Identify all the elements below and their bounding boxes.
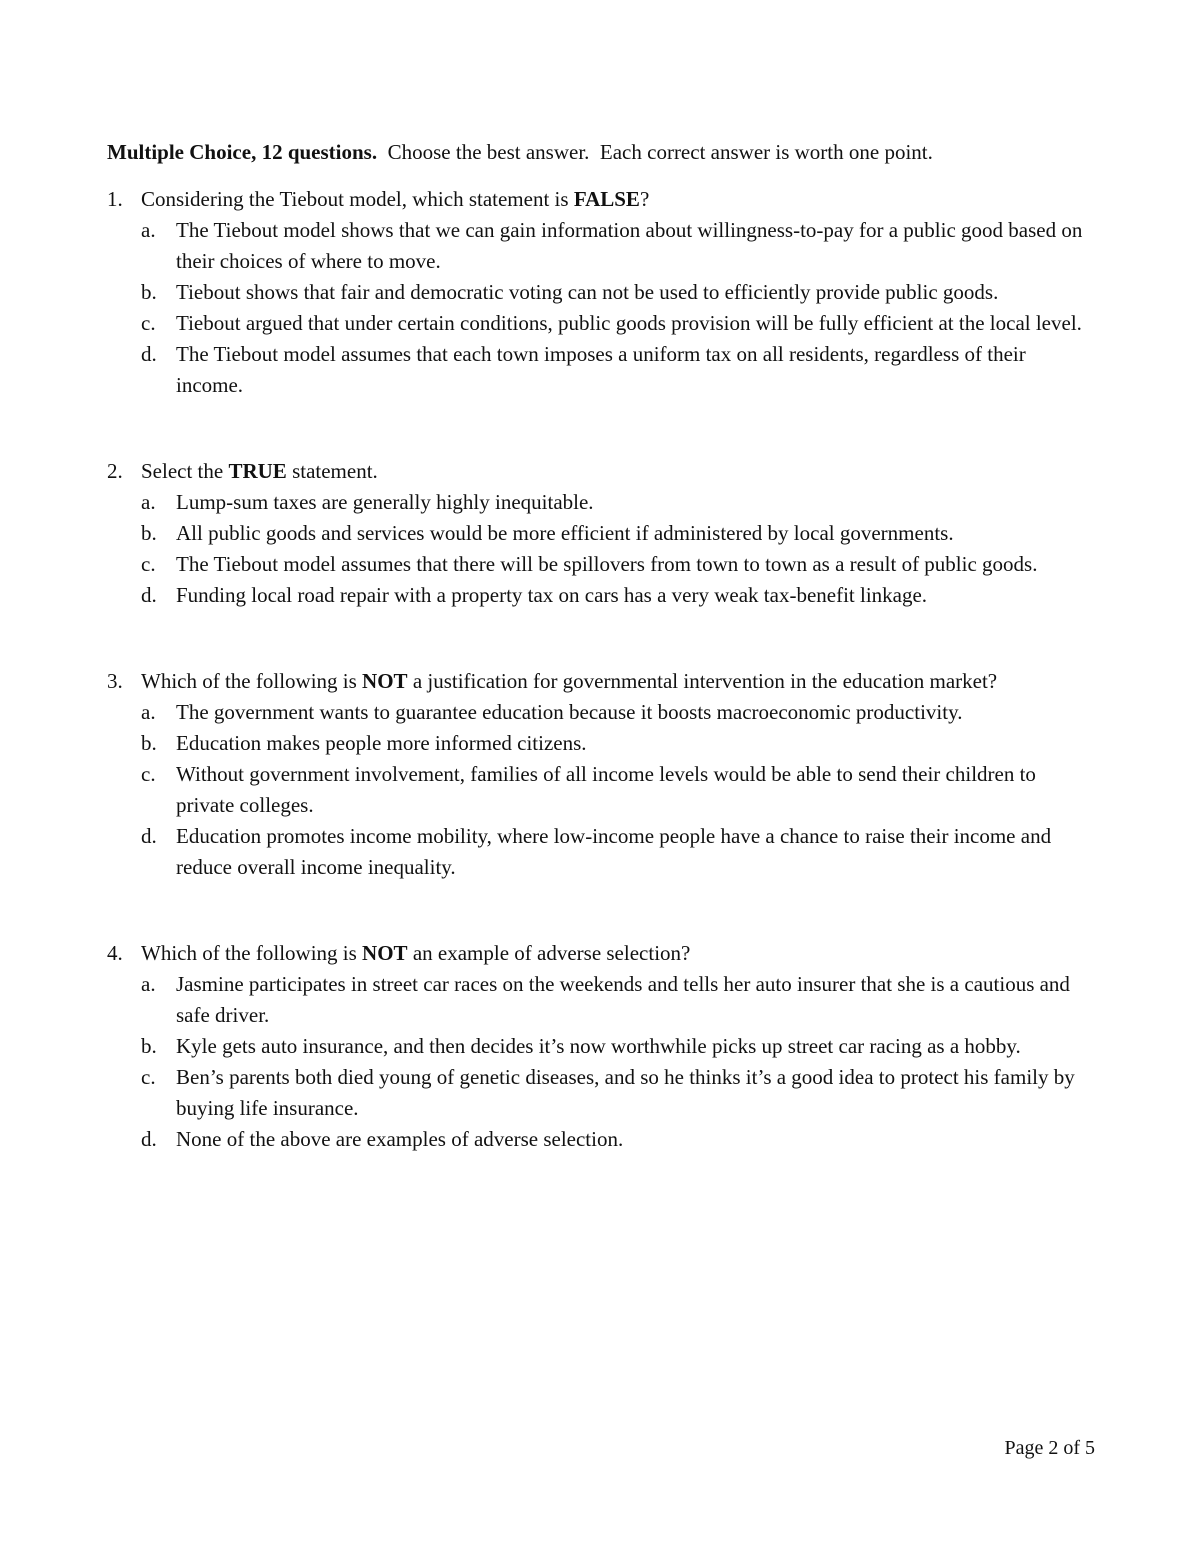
question-number: 1.: [107, 187, 123, 211]
stem-text: ?: [639, 187, 650, 211]
question-stem: [141, 666, 1097, 697]
option-c: [141, 759, 1097, 821]
option-letter: c.: [141, 762, 156, 786]
question-4: [107, 938, 1097, 1155]
stem-text: Select the: [141, 459, 229, 483]
stem-emphasis: FALSE: [573, 187, 640, 211]
stem-text: an example of adverse selection?: [407, 941, 691, 965]
question-number: 2.: [107, 459, 123, 483]
option-text: The Tiebout model assumes that each town imposes a uniform tax on all residents, regardless of their income.: [176, 342, 1026, 397]
option-a: [141, 969, 1097, 1031]
option-b: [141, 277, 1097, 308]
stem-emphasis: NOT: [362, 941, 408, 965]
answer-options: [141, 215, 1097, 401]
option-letter: d.: [141, 1127, 157, 1151]
stem-text: statement.: [286, 459, 378, 483]
option-letter: d.: [141, 342, 157, 366]
option-text: Education makes people more informed citizens.: [176, 731, 587, 755]
option-text: Jasmine participates in street car races on the weekends and tells her auto insurer that she is a cautious and safe driver.: [176, 972, 1070, 1027]
option-a: [141, 697, 1097, 728]
option-text: Funding local road repair with a property tax on cars has a very weak tax-benefit linkage.: [176, 583, 928, 607]
option-text: Tiebout shows that fair and democratic voting can not be used to efficiently provide public goods.: [176, 280, 999, 304]
stem-emphasis: NOT: [362, 669, 408, 693]
option-text: Lump-sum taxes are generally highly inequitable.: [176, 490, 594, 514]
document-page: [107, 137, 1097, 1210]
option-letter: b.: [141, 1034, 157, 1058]
option-c: [141, 1062, 1097, 1124]
answer-options: [141, 697, 1097, 883]
stem-text: Which of the following is: [141, 941, 363, 965]
option-text: The Tiebout model shows that we can gain information about willingness-to-pay for a public good based on their choices of where to move.: [176, 218, 1083, 273]
question-number: 4.: [107, 941, 123, 965]
page-number: Page 2 of 5: [1004, 1437, 1095, 1459]
answer-options: [141, 969, 1097, 1155]
option-text: Without government involvement, families of all income levels would be able to send their children to private colleges.: [176, 762, 1036, 817]
instructions: [107, 137, 1097, 168]
option-text: Tiebout argued that under certain conditions, public goods provision will be fully efficient at the local level.: [176, 311, 1082, 335]
instructions-heading: Multiple Choice, 12 questions.: [107, 140, 378, 164]
stem-text: Which of the following is: [141, 669, 363, 693]
option-letter: b.: [141, 280, 157, 304]
option-letter: c.: [141, 552, 156, 576]
option-letter: d.: [141, 824, 157, 848]
stem-emphasis: TRUE: [228, 459, 287, 483]
stem-text: a justification for governmental intervention in the education market?: [407, 669, 998, 693]
option-d: [141, 1124, 1097, 1155]
question-3: [107, 666, 1097, 883]
option-a: [141, 487, 1097, 518]
option-text: All public goods and services would be more efficient if administered by local governments.: [176, 521, 954, 545]
option-text: The government wants to guarantee education because it boosts macroeconomic productivity.: [176, 700, 963, 724]
option-b: [141, 728, 1097, 759]
instructions-text: Choose the best answer. Each correct answer is worth one point.: [377, 140, 933, 164]
question-1: [107, 184, 1097, 401]
option-text: None of the above are examples of adverse selection.: [176, 1127, 624, 1151]
option-d: [141, 339, 1097, 401]
option-c: [141, 308, 1097, 339]
option-d: [141, 821, 1097, 883]
option-c: [141, 549, 1097, 580]
option-text: Ben’s parents both died young of genetic diseases, and so he thinks it’s a good idea to protect his family by buying life insurance.: [176, 1065, 1075, 1120]
option-letter: a.: [141, 490, 156, 514]
question-2: [107, 456, 1097, 611]
option-letter: b.: [141, 731, 157, 755]
option-a: [141, 215, 1097, 277]
option-letter: c.: [141, 311, 156, 335]
option-d: [141, 580, 1097, 611]
stem-text: Considering the Tiebout model, which statement is: [141, 187, 574, 211]
option-b: [141, 1031, 1097, 1062]
option-letter: c.: [141, 1065, 156, 1089]
option-text: Kyle gets auto insurance, and then decides it’s now worthwhile picks up street car racing as a hobby.: [176, 1034, 1021, 1058]
option-text: The Tiebout model assumes that there will be spillovers from town to town as a result of public goods.: [176, 552, 1038, 576]
option-letter: d.: [141, 583, 157, 607]
question-stem: [141, 184, 1097, 215]
question-stem: [141, 938, 1097, 969]
option-letter: b.: [141, 521, 157, 545]
option-b: [141, 518, 1097, 549]
option-letter: a.: [141, 972, 156, 996]
option-letter: a.: [141, 218, 156, 242]
question-number: 3.: [107, 669, 123, 693]
question-stem: [141, 456, 1097, 487]
answer-options: [141, 487, 1097, 611]
option-letter: a.: [141, 700, 156, 724]
option-text: Education promotes income mobility, where low-income people have a chance to raise their income and reduce overall income inequality.: [176, 824, 1052, 879]
